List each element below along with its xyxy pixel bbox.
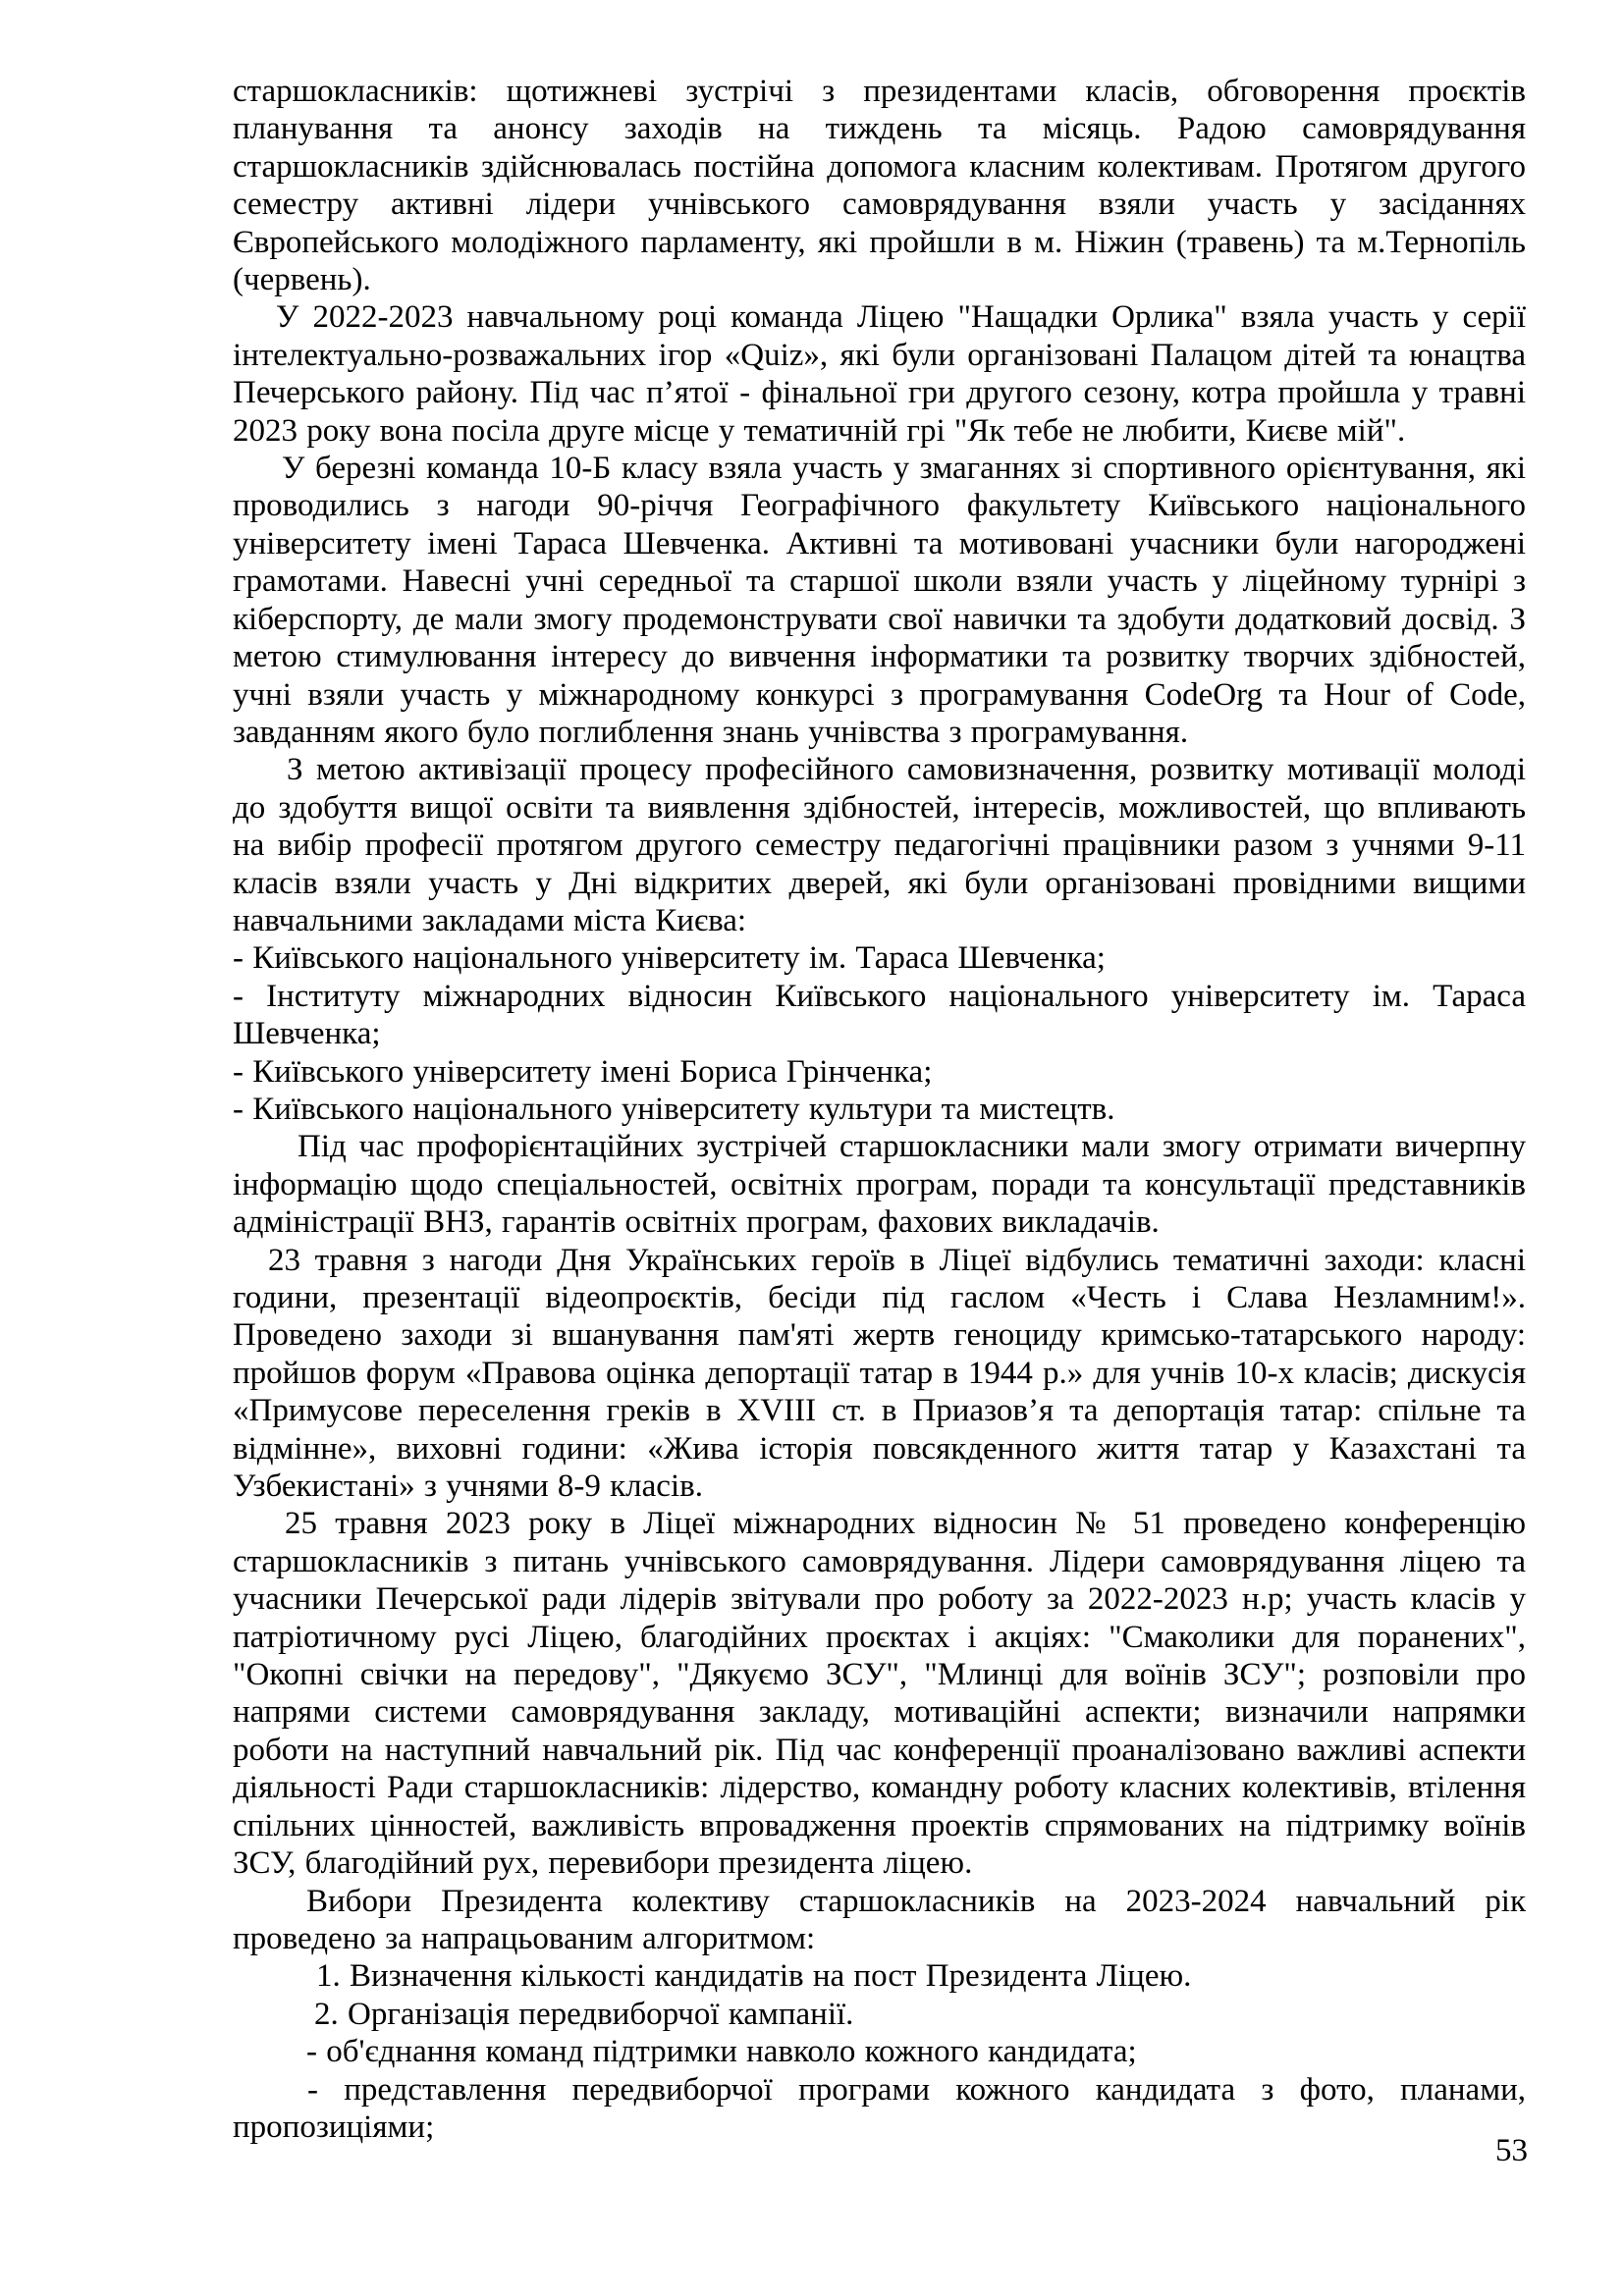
paragraph-president-elections: Вибори Президента колективу старшокласників на 2023-2024 навчальний рік проведено за напрацьованим алгоритмом: xyxy=(233,1883,1526,1956)
paragraph-conference-may-25: 25 травня 2023 року в Ліцеї міжнародних відносин № 51 проведено конференцію старшокласників з питань учнівського самоврядування. Лідери самоврядування ліцею та учасники Печерської ради лідерів звітували про роботу за 2022-2023 н.р; участь класів у патріотичному русі Ліцею, благодійних проєктах і акціях: "Смаколики для поранених", "Окопні свічки на передову", "Дякуємо ЗСУ", "Млинці для воїнів ЗСУ"; розповіли про напрями системи самоврядування закладу, мотиваційні аспекти; визначили напрямки роботи на наступний навчальний рік. Під час конференції проаналізовано важливі аспекти діяльності Ради старшокласників: лідерство, командну роботу класних колективів, втілення спільних цінностей, важливість впровадження проектів спрямованих на підтримку воїнів ЗСУ, благодійний рух, перевибори президента ліцею. xyxy=(233,1506,1526,1882)
paragraph-orienteering-esports: У березні команда 10-Б класу взяла участь у змаганнях зі спортивного орієнтування, які проводились з нагоди 90-річчя Географічного факультету Київського національного університету імені Тараса Шевченка. Активні та мотивовані учасники були нагороджені грамотами. Навесні учні середньої та старшої школи взяли участь у ліцейному турнірі з кіберспорту, де мали змогу продемонструвати свої навички та здобути додатковий досвід. З метою стимулювання інтересу до вивчення інформатики та розвитку творчих здібностей, учні взяли участь у міжнародному конкурсі з програмування CodeOrg та Hour of Code, завданням якого було поглиблення знань учнівства з програмування. xyxy=(233,451,1526,750)
list-item-university-shevchenko: - Київського національного університету ім. Тараса Шевченка; xyxy=(233,940,1106,977)
paragraph-career-guidance-intro: З метою активізації процесу професійного самовизначення, розвитку мотивації молоді до здобуття вищої освіти та виявлення здібностей, інтересів, можливостей, що впливають на вибір професії протягом другого семестру педагогічні працівники разом з учнями 9-11 класів взяли участь у Дні відкритих дверей, які були організовані провідними вищими навчальними закладами міста Києва: xyxy=(233,752,1526,938)
numbered-item-2: 2. Організація передвиборчої кампанії. xyxy=(314,1996,854,2032)
page-number: 53 xyxy=(1495,2133,1528,2168)
dash-item-program-presentation: - представлення передвиборчої програми кожного кандидата з фото, планами, пропозиціями; xyxy=(233,2071,1526,2145)
list-item-university-culture: - Київського національного університету культури та мистецтв. xyxy=(233,1091,1115,1127)
paragraph-career-meetings: Під час профорієнтаційних зустрічей старшокласники мали змогу отримати вичерпну інформацію щодо спеціальностей, освітніх програм, поради та консультації представників адміністрації ВНЗ, гарантів освітніх програм, фахових викладачів. xyxy=(233,1129,1526,1241)
numbered-item-1: 1. Визначення кількості кандидатів на пост Президента Ліцею. xyxy=(316,1958,1192,1995)
paragraph-continuation: старшокласників: щотижневі зустрічі з президентами класів, обговорення проєктів планування та анонсу заходів на тиждень та місяць. Радою самоврядування старшокласників здійснювалась постійна допомога класним колективам. Протягом другого семестру активні лідери учнівського самоврядування взяли участь у засіданнях Європейського молодіжного парламенту, які пройшли в м. Ніжин (травень) та м.Тернопіль (червень). xyxy=(233,74,1526,298)
page-body-text xyxy=(233,73,1526,2146)
list-item-institute-intl-relations: - Інституту міжнародних відносин Київського національного університету ім. Тараса Шевченка; xyxy=(233,978,1526,1052)
list-item-university-grinchenko: - Київського університету імені Бориса Грінченка; xyxy=(233,1053,933,1090)
paragraph-heroes-day-events: 23 травня з нагоди Дня Українських героїв в Ліцеї відбулись тематичні заходи: класні години, презентації відеопроєктів, бесіди під гаслом «Честь і Слава Незламним!». Проведено заходи зі вшанування пам'яті жертв геноциду кримсько-татарського народу: пройшов форум «Правова оцінка депортації татар в 1944 р.» для учнів 10-х класів; дискусія «Примусове переселення греків в XVIII ст. в Приазов’я та депортація татар: спільне та відмінне», виховні години: «Жива історія повсякденного життя татар у Казахстані та Узбекистані» з учнями 8-9 класів. xyxy=(233,1242,1526,1505)
paragraph-quiz-contest: У 2022-2023 навчальному році команда Ліцею "Нащадки Орлика" взяла участь у серії інтелектуально-розважальних ігор «Quiz», які були організовані Палацом дітей та юнацтва Печерського району. Під час п’ятої - фінальної гри другого сезону, котра пройшла у травні 2023 року вона посіла друге місце у тематичній грі "Як тебе не любити, Києве мій". xyxy=(233,299,1526,449)
dash-item-team-unification: - об'єднання команд підтримки навколо кожного кандидата; xyxy=(306,2034,1137,2070)
